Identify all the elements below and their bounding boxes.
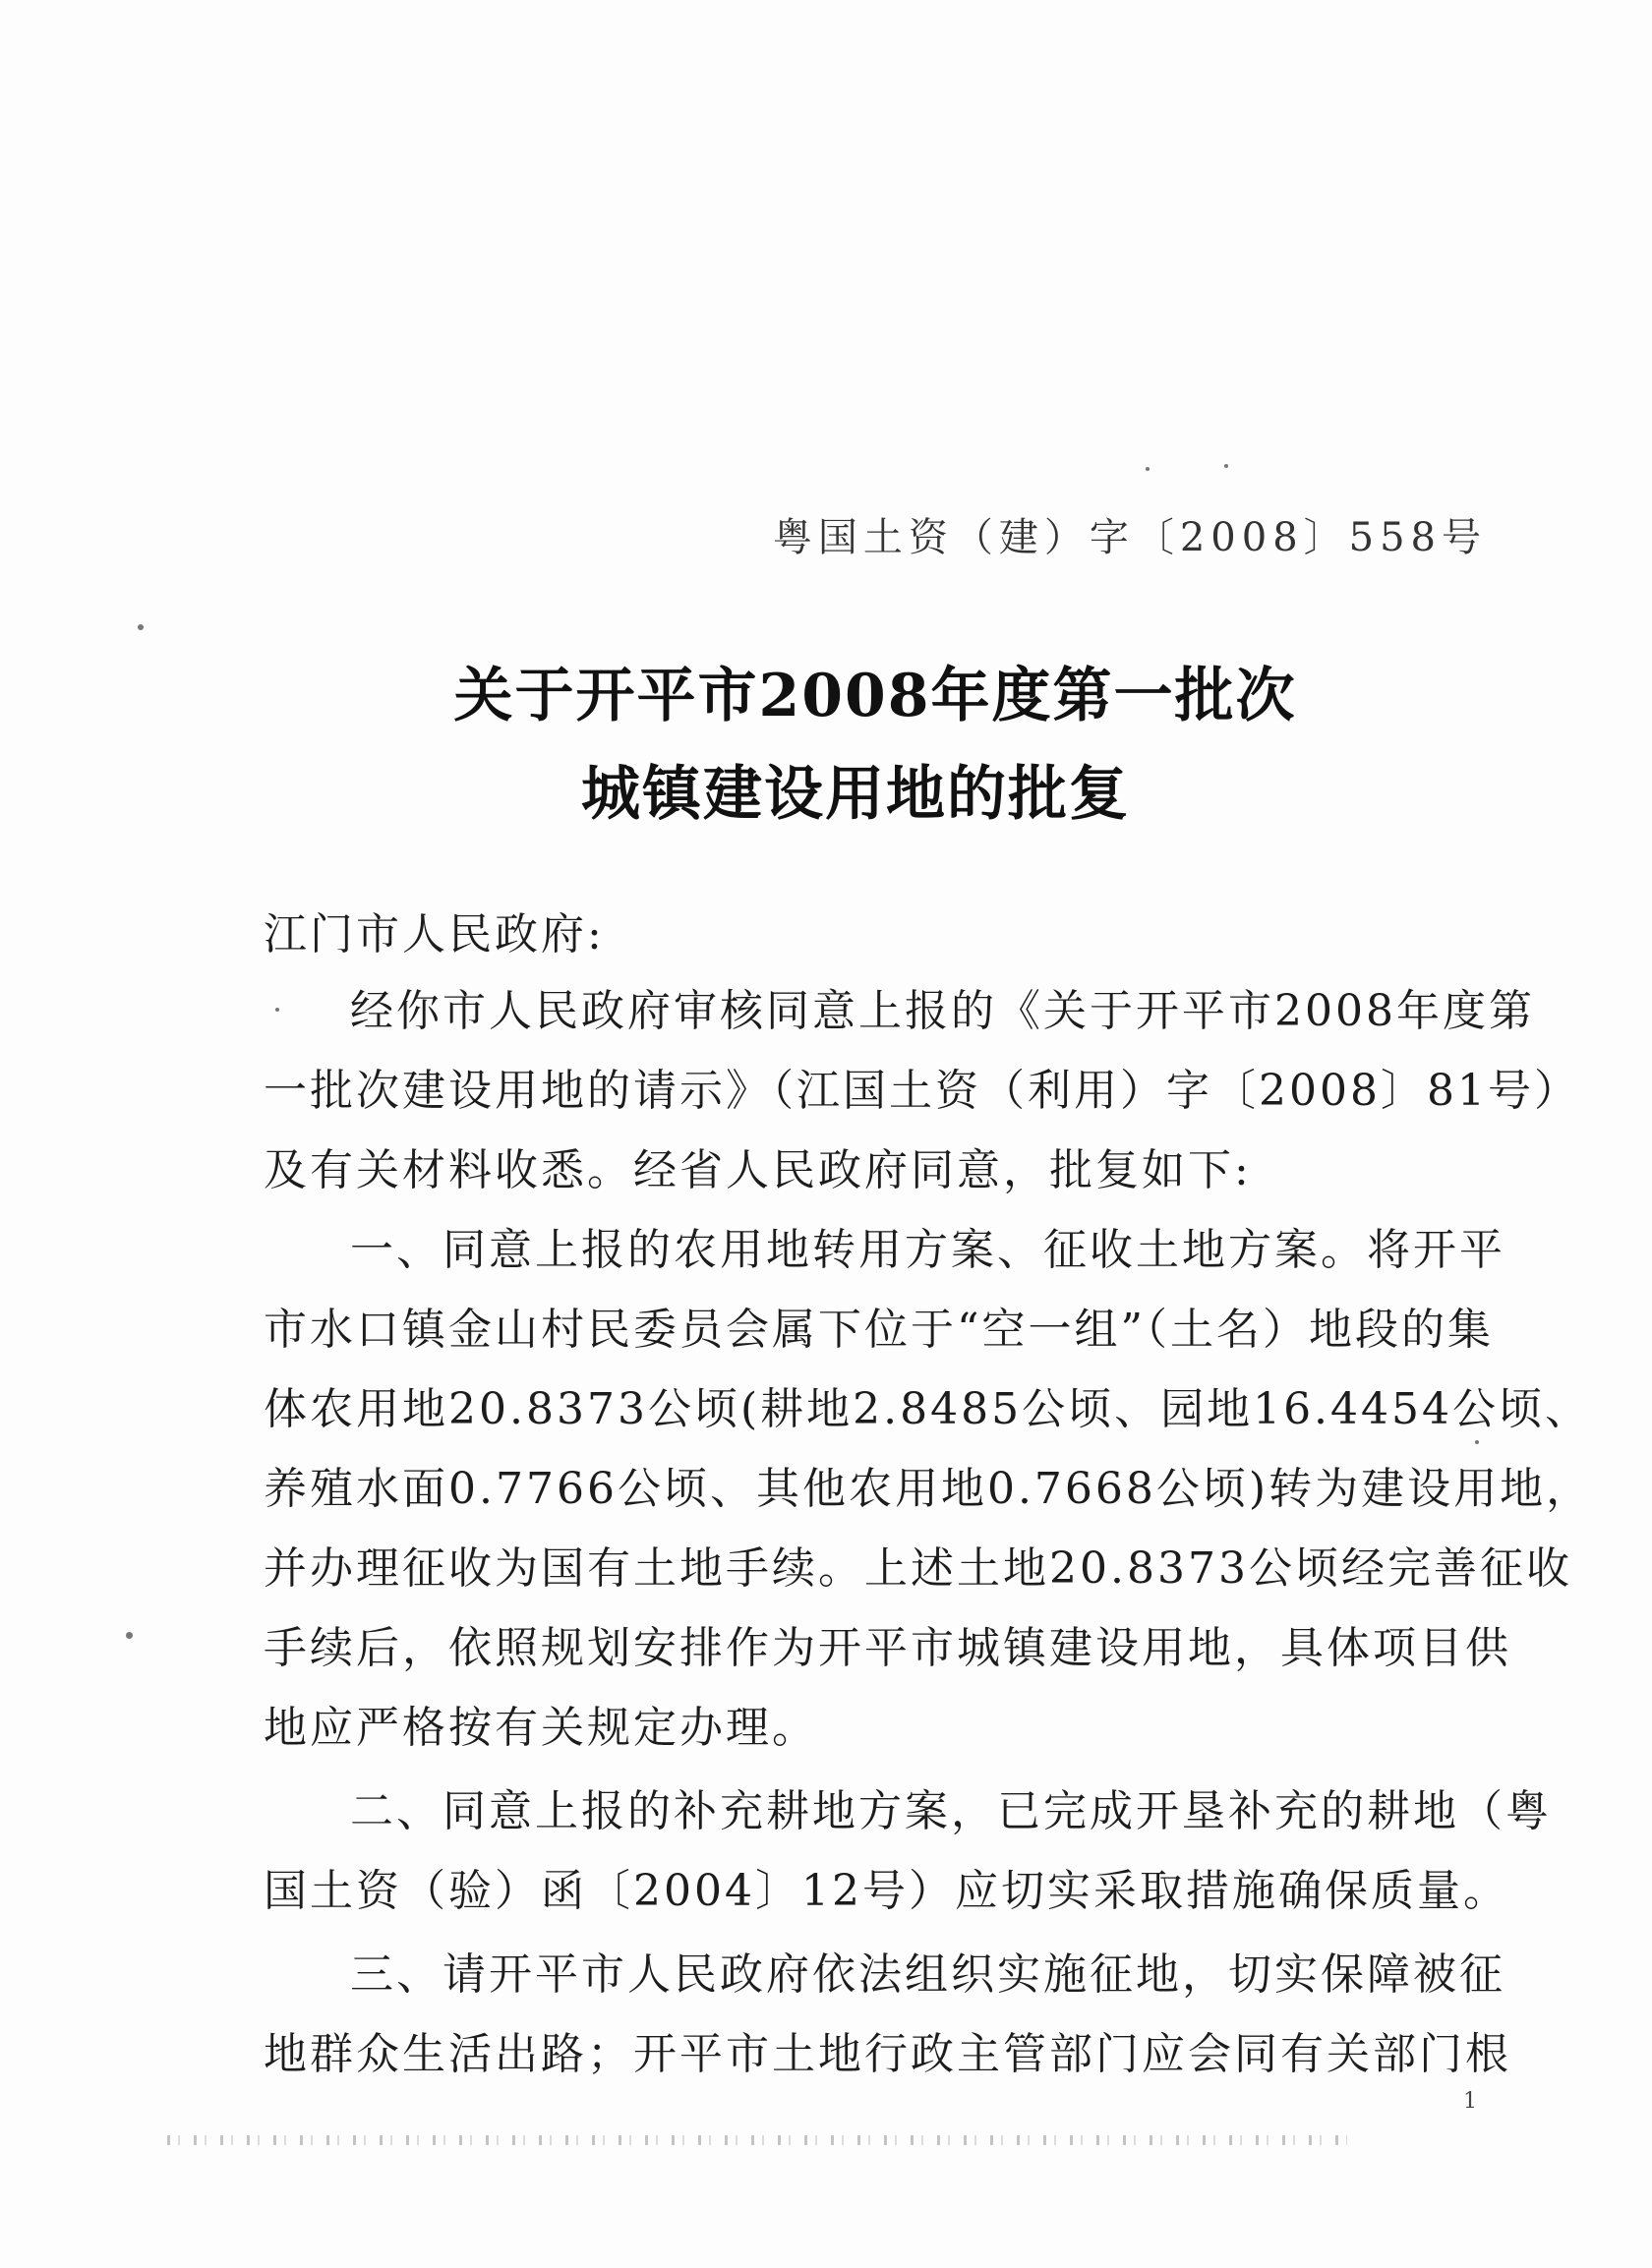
scan-noise-strip	[167, 2135, 1347, 2145]
scan-speck	[275, 1008, 279, 1012]
body-line: 养殖水面0.7766公顷、其他农用地0.7668公顷)转为建设用地，	[264, 1464, 1593, 1514]
body-line: 及有关材料收悉。经省人民政府同意，批复如下:	[264, 1145, 1252, 1195]
body-line: 一、同意上报的农用地转用方案、征收土地方案。将开平	[350, 1225, 1505, 1275]
scan-speck	[1224, 464, 1228, 468]
scan-speck	[126, 1632, 133, 1639]
body-line: 体农用地20.8373公顷(耕地2.8485公顷、园地16.4454公顷、	[264, 1384, 1592, 1434]
page-number: 1	[1463, 2089, 1477, 2114]
body-line: 一批次建设用地的请示》（江国土资（利用）字〔2008〕81号）	[264, 1066, 1580, 1116]
body-line: 市水口镇金山村民委员会属下位于“空一组”（土名）地段的集	[264, 1305, 1494, 1355]
document-number: 粤国土资（建）字〔2008〕558号	[772, 515, 1487, 560]
body-line: 地群众生活出路；开平市土地行政主管部门应会同有关部门根	[264, 2029, 1511, 2079]
document-title-line-2: 城镇建设用地的批复	[581, 760, 1130, 829]
body-line: 国土资（验）函〔2004〕12号）应切实采取措施确保质量。	[264, 1866, 1509, 1916]
body-line: 手续后，依照规划安排作为开平市城镇建设用地，具体项目供	[264, 1623, 1511, 1673]
addressee: 江门市人民政府:	[264, 909, 605, 960]
document-title-line-1: 关于开平市2008年度第一批次	[453, 662, 1297, 730]
scan-speck	[138, 624, 144, 630]
body-line: 经你市人民政府审核同意上报的《关于开平市2008年度第	[350, 986, 1535, 1036]
body-line: 二、同意上报的补充耕地方案，已完成开垦补充的耕地（粤	[350, 1786, 1552, 1836]
scan-speck	[1146, 467, 1150, 471]
body-line: 地应严格按有关规定办理。	[264, 1703, 818, 1753]
scan-speck	[1475, 1440, 1479, 1444]
body-line: 三、请开平市人民政府依法组织实施征地，切实保障被征	[350, 1949, 1505, 2000]
body-line: 并办理征收为国有土地手续。上述土地20.8373公顷经完善征收	[264, 1543, 1572, 1594]
